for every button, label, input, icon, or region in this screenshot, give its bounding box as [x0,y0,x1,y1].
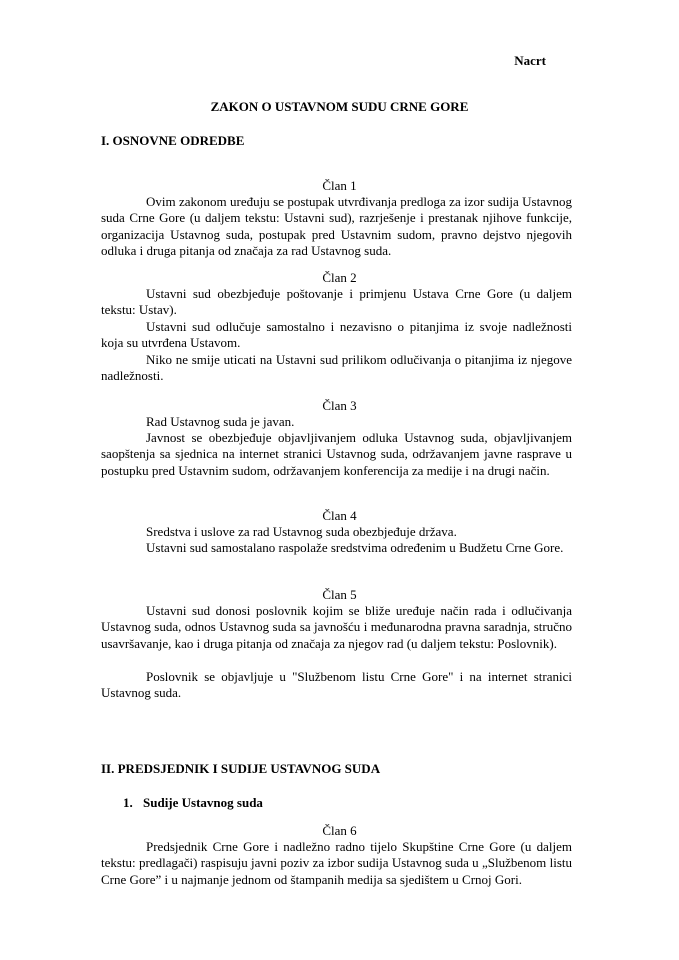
article-4-paragraph-2: Ustavni sud samostalano raspolaže sredstvima određenim u Budžetu Crne Gore. [146,540,564,555]
article-2-paragraph-1: Ustavni sud obezbjeđuje poštovanje i primjenu Ustava Crne Gore (u daljem tekstu: Ustav). [101,286,572,318]
article-3-paragraph-1: Rad Ustavnog suda je javan. [146,414,295,429]
document-title: ZAKON O USTAVNOM SUDU CRNE GORE [210,99,469,114]
subsection-title: Sudije Ustavnog suda [143,795,263,810]
article-3-paragraph-2: Javnost se obezbjeđuje objavljivanjem odluka Ustavnog suda, objavljivanjem saopštenja sa sjednica na internet stranici Ustavnog suda, održavanjem javne rasprave u postupku pred Ustavnim sudom, održavanjem konferencija za medije i na drugi način. [101,430,572,478]
article-4-label: Član 4 [322,508,357,523]
section-heading-1: I. OSNOVNE ODREDBE [101,133,245,148]
article-5-paragraph-1: Ustavni sud donosi poslovnik kojim se bliže uređuje način rada i odlučivanja Ustavnog suda, odnos Ustavnog suda sa javnošću i međunarodna pravna saradnja, stručno usavršavanje, kao i druga pitanja od značaja za njegov rad (u daljem tekstu: Poslovnik). [101,603,572,651]
article-4-paragraph-1: Sredstva i uslove za rad Ustavnog suda obezbjeđuje država. [146,524,457,539]
article-2-paragraph-2: Ustavni sud odlučuje samostalno i nezavisno o pitanjima iz svoje nadležnosti koja su utvrđena Ustavom. [101,319,572,351]
article-1-paragraph-1: Ovim zakonom uređuju se postupak utvrđivanja predloga za izor sudija Ustavnog suda Crne Gore (u daljem tekstu: Ustavni sud), razrješenje i prestanak njihove funkcije, organizacija Ustavnog suda, postupak pred Ustavnim sudom, pravno dejstvo njegovih odluka i druga pitanja od značaja za rad Ustavnog suda. [101,194,572,258]
article-6-paragraph-1: Predsjednik Crne Gore i nadležno radno tijelo Skupštine Crne Gore (u daljem tekstu: predlagači) raspisuju javni poziv za izbor sudija Ustavnog suda u „Službenom listu Crne Gore” i u najmanje jednom od štampanih medija sa sjedištem u Crnoj Gori. [101,839,572,887]
subsection-number: 1. [123,795,133,810]
article-2-paragraph-3: Niko ne smije uticati na Ustavni sud prilikom odlučivanja o pitanjima iz njegove nadležnosti. [101,352,572,384]
subsection-heading-1 [123,795,263,811]
article-3-label: Član 3 [322,398,357,413]
article-2-label: Član 2 [322,270,357,285]
draft-label: Nacrt [514,53,546,68]
article-5-paragraph-2: Poslovnik se objavljuje u "Službenom listu Crne Gore" i na internet stranici Ustavnog suda. [101,669,572,701]
article-1-label: Član 1 [322,178,357,193]
section-heading-2: II. PREDSJEDNIK I SUDIJE USTAVNOG SUDA [101,761,381,776]
article-5-label: Član 5 [322,587,357,602]
article-6-label: Član 6 [322,823,357,838]
